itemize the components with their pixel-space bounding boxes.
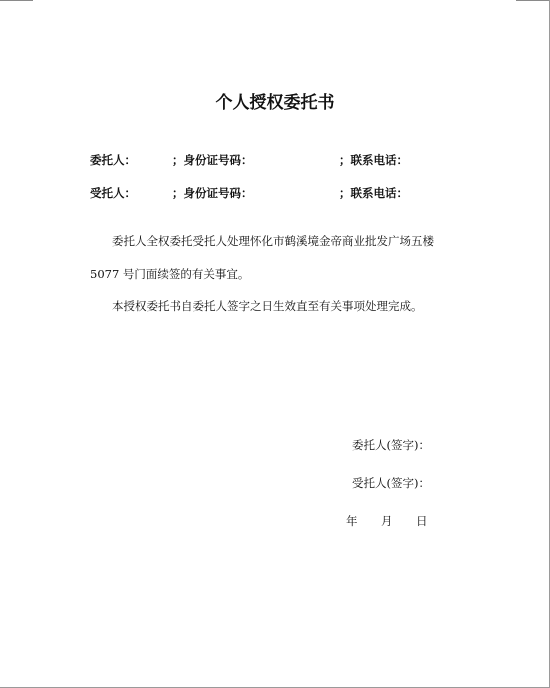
page-corner-mark	[516, 0, 549, 1]
agent-label: 受托人：	[90, 186, 136, 200]
date-month-label: 月	[381, 514, 393, 528]
principal-label: 委托人：	[90, 153, 136, 167]
document-title: 个人授权委托书	[215, 93, 335, 113]
date-day-label: 日	[416, 514, 428, 528]
principal-signature-line: 委托人(签字)：	[352, 438, 430, 452]
agent-id-label: ；身份证号码：	[172, 186, 253, 200]
paragraph-1-line-1: 委托人全权委托受托人处理怀化市鹤溪境金帝商业批发广场五楼	[112, 234, 434, 248]
principal-id-label: ；身份证号码：	[172, 153, 253, 167]
date-year-label: 年	[346, 514, 358, 528]
agent-signature-line: 受托人(签字)：	[352, 476, 430, 490]
principal-phone-label: ；联系电话：	[339, 153, 408, 167]
paragraph-2: 本授权委托书自委托人签字之日生效直至有关事项处理完成。	[112, 299, 423, 313]
paragraph-1-line-2: 5077 号门面续签的有关事宜。	[90, 267, 250, 281]
page-corner-mark	[0, 0, 33, 1]
agent-phone-label: ；联系电话：	[339, 186, 408, 200]
